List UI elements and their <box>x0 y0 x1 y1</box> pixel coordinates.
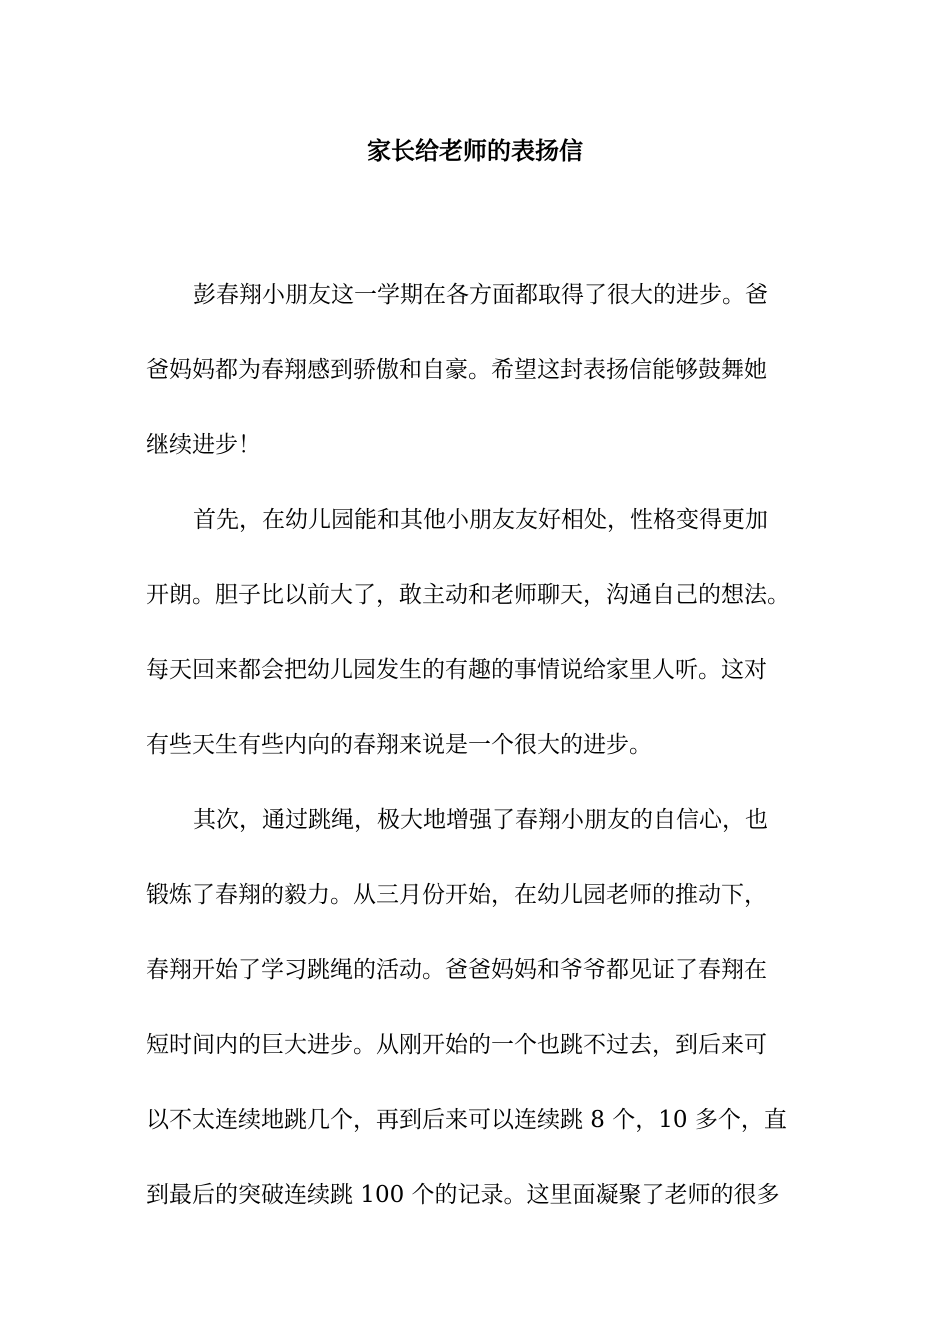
text-line: 爸妈妈都为春翔感到骄傲和自豪。希望这封表扬信能够鼓舞她 <box>146 357 767 383</box>
document-title: 家长给老师的表扬信 <box>367 136 583 165</box>
text-line: 锻炼了春翔的毅力。从三月份开始，在幼儿园老师的推动下， <box>146 882 767 908</box>
paragraph-2 <box>146 483 826 783</box>
text-line: 首先，在幼儿园能和其他小朋友友好相处，性格变得更加 <box>193 507 768 533</box>
text-line: 以不太连续地跳几个，再到后来可以连续跳 8 个，10 多个，直 <box>146 1107 787 1133</box>
text-line: 到最后的突破连续跳 100 个的记录。这里面凝聚了老师的很多 <box>146 1182 780 1208</box>
paragraph-1 <box>146 258 826 483</box>
text-line: 每天回来都会把幼儿园发生的有趣的事情说给家里人听。这对 <box>146 657 767 683</box>
text-line: 彭春翔小朋友这一学期在各方面都取得了很大的进步。爸 <box>193 282 768 308</box>
text-line: 其次，通过跳绳，极大地增强了春翔小朋友的自信心，也 <box>193 807 768 833</box>
paragraph-3 <box>146 783 826 1233</box>
text-line: 春翔开始了学习跳绳的活动。爸爸妈妈和爷爷都见证了春翔在 <box>146 957 767 983</box>
text-line: 有些天生有些内向的春翔来说是一个很大的进步。 <box>146 732 652 758</box>
text-line: 开朗。胆子比以前大了，敢主动和老师聊天，沟通自己的想法。 <box>146 582 790 608</box>
text-line: 短时间内的巨大进步。从刚开始的一个也跳不过去，到后来可 <box>146 1032 767 1058</box>
document-body <box>146 258 826 1233</box>
text-line: 继续进步！ <box>146 432 261 458</box>
